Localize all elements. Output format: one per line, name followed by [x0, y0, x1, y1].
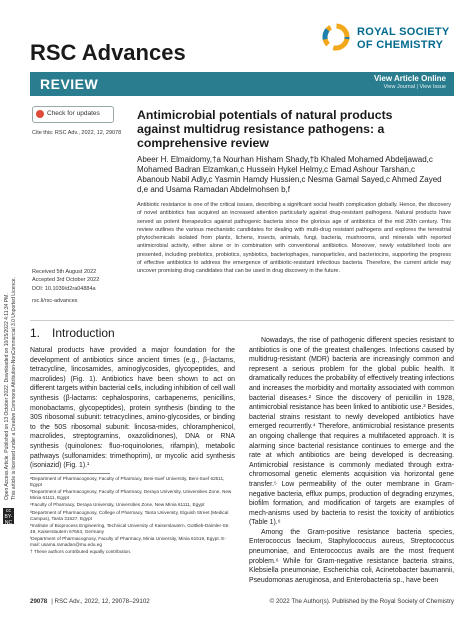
footnote: ᵈDepartment of Pharmacognosy, College of Pharmacy, Tanta University, Elguish Street (Medical Campus), Tanta 31527, Egypt [30, 509, 229, 521]
paragraph: Natural products have provided a major foundation for the development of antibiotics since ancient times (e.g., β-lactams, tetracycline, lincosamides, aminoglycosides, glycopeptides, and macrolides) (Fig. 1). Antibiotics have been shown to act on different targets within bacterial cells, including inhibition of cell wall synthesis (β-lactams: cephalosporins, carbapenems, penicillins, monobactams, glycopeptides), protein synthesis (binding to the 30S ribosomal subunit: tetracyclines, amino-glycosides, or binding to the 50S ribosomal subunit: lincosa-mides, chloramphenicol, macrolides, streptogramins, oxazolidinones), DNA or RNA synthesis (quinolones: fluo-roquinolones, rifampin), metabolic pathways (sulfonamides: trimethoprim), or mycolic acid synthesis (isoniazid) (Fig. 1).¹ [30, 347, 235, 470]
check-updates-label: Check for updates [47, 110, 100, 117]
section-heading [30, 326, 115, 340]
paragraph: Nowadays, the rise of pathogenic different species resistant to antibiotics is one of the greatest challenges. Infections caused by multidrug-resistant (MDR) bacteria are increasingly common and represent a serious problem for the global public health. It dramatically reduces the probability of effectively treating infections and increases the morbidity and mortality associated with common bacterial diseases.² Since the discovery of penicillin in 1928, antimicrobial resistance has been linked to antibiotic use.³ Besides, bacterial strains resistant to newly developed antibiotics have emerged recurrently.⁴ Therefore, antimicrobial resistance presents an ongoing challenge that requires a multifaceted approach. It is alarming since bacterial resistance continues to emerge and the rate at which antibiotics are being developed is decreasing. Antimicrobial resistance is commonly mediated through extra-chromosomal genetic elements acquisition via horizontal gene transfer.⁵ Low permeability of the outer membrane in Gram-negative bacteria, efflux pumps, production of degrading enzymes, biofilm formation, and modification of targets are examples of mech-anisms used by bacteria to resist the toxicity of antibiotics (Table 1).⁶ [249, 337, 454, 527]
abstract: Antibiotic resistance is one of the critical issues, describing a significant social health complication globally. Hence, the discovery of novel antibiotics has acquired an increased attention particularly against drug-resistant pathogens. Natural products have served as potent therapeutics against pathogenic bacteria since the glorious age of antibiotics of the mid 20th century. This review outlines the various mechanistic candidates for dealing with multi-drug resistant pathogens and explores the terrestrial phytochemicals isolated from plants, lichens, insects, animals, fungi, bacteria, mushrooms, and minerals with reported antimicrobial activity, either alone or in combination with conventional antibiotics. Moreover, newly established tools are presented, including prebiotics, probiotics, synbiotics, bacteriophages, nanoparticles, and bacteriocins, supporting the progress of effective antibiotics to address the emergence of antibiotic-resistant infectious bacteria. Therefore, the current article may uncover promising drug candidates that can be used in drug discovery in the future. [137, 202, 451, 275]
check-updates-button[interactable] [32, 106, 114, 123]
doi-link[interactable]: DOI: 10.1039/d2ra04884a [32, 286, 96, 292]
article-title: Antimicrobial potentials of natural products against multidrug resistance pathogens: a comprehensive review [137, 108, 393, 150]
section-label: REVIEW [40, 76, 99, 92]
intro-left-column [30, 346, 235, 471]
rsc-emblem-icon [321, 22, 351, 52]
footnote: ᵃDepartment of Pharmacognosy, Faculty of Pharmacy, Beni-Suef University, Beni-Suef 62511, Egypt [30, 476, 225, 487]
journal-reference: | RSC Adv., 2022, 12, 29078–29102 [51, 598, 150, 605]
journal-url[interactable]: rsc.li/rsc-advances [32, 298, 78, 304]
license-line-2: This article is licensed under a Creative Commons Attribution-NonCommercial 3.0 Unported Licence. [10, 277, 17, 500]
footnote: † These authors contributed equally contribution. [30, 549, 132, 555]
footnote-divider [30, 473, 110, 474]
footnote: ᶠDepartment of Pharmacognosy, Faculty of Pharmacy, Minia University, Minia 61519, Egypt. E-mail: usama.ramadan@mu.edu.eg [30, 535, 226, 547]
journal-title: RSC Advances [30, 40, 186, 65]
accepted-date: Accepted 3rd October 2022 [32, 277, 100, 283]
view-article-link[interactable]: View Article Online [373, 74, 446, 83]
footnote: ᵉInstitute of Bioprocess Engineering, Technical University of Kaiserslautern, Gottlieb-Daimler-Str. 49, Kaiserslautern 67663, Germany [30, 522, 230, 534]
license-text [4, 60, 17, 500]
footnotes [30, 476, 235, 556]
publisher-line-1: ROYAL SOCIETY [357, 26, 450, 38]
publisher-line-2: OF CHEMISTRY [357, 39, 444, 51]
intro-right-column [249, 336, 454, 585]
license-line-1: Open Access Article. Published on 13 October 2022. Downloaded on 10/15/2022 4:11:34 PM. [4, 293, 10, 500]
paragraph: Among the Gram-positive resistance bacteria species, Enterococcus faecium, Staphylococcus aureus, Streptococcus pneumoniae, and Enterococcus avails are the most frequent problem.⁶ While for Gram-negative resistance bacteria strains, Klebsiella pneumoniae, Escherichia coli, Acinetobacter baumannii, Pseudomonas aeruginosa, and Enterobacteria sp., have been [249, 528, 454, 584]
section-bar [30, 72, 454, 96]
copyright: © 2022 The Author(s). Published by the Royal Society of Chemistry [269, 598, 454, 605]
section-number: 1. [30, 326, 41, 340]
update-icon [36, 110, 44, 118]
license-sidenote [2, 60, 17, 526]
rsc-logo [321, 22, 456, 58]
footnote: ᵇDepartment of Pharmacognosy, Faculty of Pharmacy, Deraya University, Universities Zone, New Minia 61111, Egypt [30, 489, 232, 501]
footnote: ᶜFaculty of Pharmacy, Deraya University, Universities Zone, New Minia 61111, Egypt [30, 502, 205, 508]
view-journal-link[interactable]: View Journal | View Issue [383, 84, 446, 90]
section-heading-text: Introduction [52, 326, 115, 340]
divider [30, 320, 454, 321]
footer-left [30, 598, 150, 605]
page-number: 29078 [30, 598, 48, 605]
received-date: Received 5th August 2022 [32, 269, 97, 275]
citation: Cite this: RSC Adv., 2022, 12, 29078 [32, 130, 122, 136]
cc-license-badge[interactable]: cc BY-NC [4, 508, 13, 526]
author-list: Abeer H. Elmaidomy,†a Nourhan Hisham Shady,†b Khaled Mohamed Abdeljawad,c Mohamed Badran Elzamkan,c Hussein Hykel Helmy,c Emad Ashour Tarshan,c Abanoub Nabil Adly,c Yasmin Hamdy Hussien,c Nesma Gamal Sayed,c Ahmed Zayed d,e and Usama Ramadan Abdelmohsen b,f [137, 155, 442, 194]
dates [32, 268, 99, 284]
